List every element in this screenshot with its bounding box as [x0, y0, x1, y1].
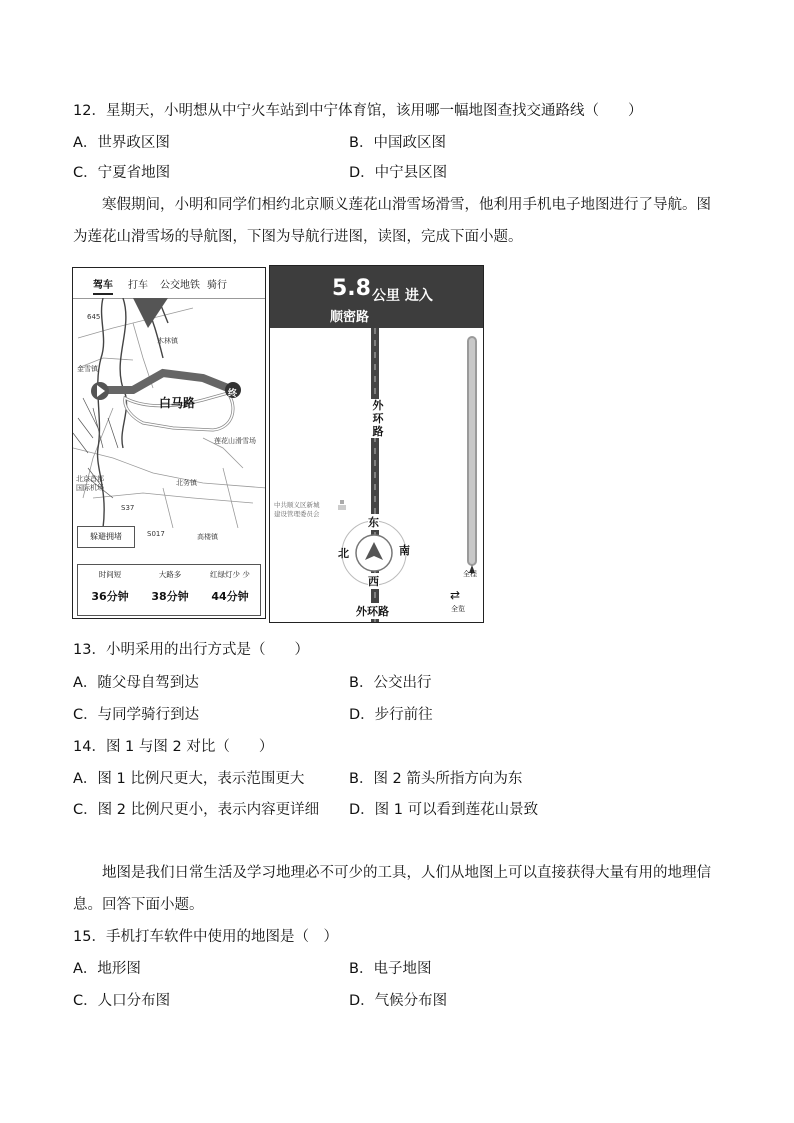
map-label-town-2: 金雪镇 — [77, 365, 98, 373]
navigation-header — [270, 266, 483, 328]
q12-option-b: B．中国政区图 — [349, 135, 446, 151]
q13-option-d: D．步行前往 — [349, 707, 433, 723]
q14-option-d: D．图 1 可以看到莲花山景致 — [349, 802, 539, 818]
tab-taxi[interactable]: 打车 — [128, 280, 148, 291]
transport-tabs — [73, 268, 265, 299]
figure-1-route-map — [72, 267, 266, 619]
map-label-ski-resort: 莲花山滑雪场 — [214, 437, 256, 445]
next-road-name: 顺密路 — [330, 310, 370, 325]
q12-option-a: A．世界政区图 — [73, 135, 170, 151]
q14-option-c: C．图 2 比例尺更小，表示内容更详细 — [73, 802, 320, 818]
q13-option-c: C．与同学骑行到达 — [73, 707, 200, 723]
route-option-1-head: 时间短 — [98, 570, 122, 579]
tab-drive[interactable]: 驾车 — [93, 276, 113, 295]
full-route-label: 全程 — [463, 570, 477, 578]
q12-option-d: D．中宁县区图 — [349, 165, 448, 181]
tab-transit[interactable]: 公交地铁 — [160, 280, 200, 291]
bottom-road-name: 外环路 — [356, 605, 389, 618]
vertical-road-char-2: 环 — [372, 412, 384, 425]
q14-stem: 14．图 1 与图 2 对比（ ） — [73, 739, 274, 755]
q12-stem: 12．星期天，小明想从中宁火车站到中宁体育馆，该用哪一幅地图查找交通路线（ ） — [73, 103, 643, 119]
q15-option-d: D．气候分布图 — [349, 993, 448, 1009]
distance-value: 5.8 — [332, 276, 371, 301]
poi-label-line-2: 建设管理委员会 — [274, 510, 320, 518]
vertical-road-char-1: 外 — [372, 399, 384, 412]
route-option-2-head: 大路多 — [158, 570, 182, 579]
map-label-beiwu: 北务镇 — [176, 479, 197, 487]
route-option-1[interactable] — [80, 569, 140, 604]
route-option-1-time: 36分钟 — [91, 590, 129, 603]
q15-option-a: A．地形图 — [73, 961, 141, 977]
route-end-marker: 终 — [228, 389, 238, 399]
vertical-road-char-3: 路 — [372, 425, 384, 438]
poi-label-line-1: 中共顺义区新城 — [274, 501, 320, 509]
route-option-2-time: 38分钟 — [151, 590, 189, 603]
q15-option-b: B．电子地图 — [349, 961, 432, 977]
compass-left-label: 北 — [338, 547, 349, 560]
q14-option-a: A．图 1 比例尺更大，表示范围更大 — [73, 771, 305, 787]
q15-option-c: C．人口分布图 — [73, 993, 171, 1009]
compass-right-label: 南 — [399, 544, 410, 557]
distance-unit-action: 公里 进入 — [372, 288, 433, 304]
q13-option-a: A．随父母自驾到达 — [73, 675, 199, 691]
q12-option-c: C．宁夏省地图 — [73, 165, 171, 181]
map-label-s37: S37 — [121, 504, 135, 512]
vertical-road-name — [371, 399, 385, 438]
map-label-town-1: 木林镇 — [157, 337, 178, 345]
q14-option-b: B．图 2 箭头所指方向为东 — [349, 771, 523, 787]
compass-bottom-label: 西 — [368, 575, 379, 588]
q13-option-b: B．公交出行 — [349, 675, 432, 691]
route-option-3-head: 红绿灯少 少 — [210, 570, 250, 579]
route-option-3[interactable] — [200, 569, 260, 604]
map-label-gaoli: 高楼镇 — [197, 533, 218, 541]
q13-stem: 13．小明采用的出行方式是（ ） — [73, 642, 309, 658]
compass-top-label: 东 — [368, 516, 379, 529]
tab-bike[interactable]: 骑行 — [207, 280, 227, 291]
map-label-s017: S017 — [147, 530, 165, 538]
intro-paragraph-1: 寒假期间，小明和同学们相约北京顺义莲花山滑雪场滑雪，他利用手机电子地图进行了导航。图为莲花山滑雪场的导航图，下图为导航行进图，读图，完成下面小题。 — [73, 197, 711, 245]
overview-button[interactable]: 全览 — [451, 605, 465, 613]
route-options-panel — [77, 564, 261, 616]
overview-icon[interactable]: ⇄ — [450, 588, 461, 602]
route-map-canvas — [73, 298, 266, 528]
route-option-3-time: 44分钟 — [211, 590, 249, 603]
avoid-congestion-button[interactable]: 躲避拥堵 — [77, 526, 135, 548]
intro-paragraph-2: 地图是我们日常生活及学习地理必不可少的工具，人们从地图上可以直接获得大量有用的地理信息。回答下面小题。 — [73, 865, 711, 913]
figure-2-navigation-view — [269, 265, 484, 623]
route-name-label: 白马路 — [159, 396, 196, 410]
map-label-airport: 北京首都国际机场 — [76, 475, 104, 492]
map-label-road-645: 645 — [87, 313, 101, 321]
route-option-2[interactable] — [140, 569, 200, 604]
q15-stem: 15．手机打车软件中使用的地图是（ ） — [73, 929, 338, 945]
